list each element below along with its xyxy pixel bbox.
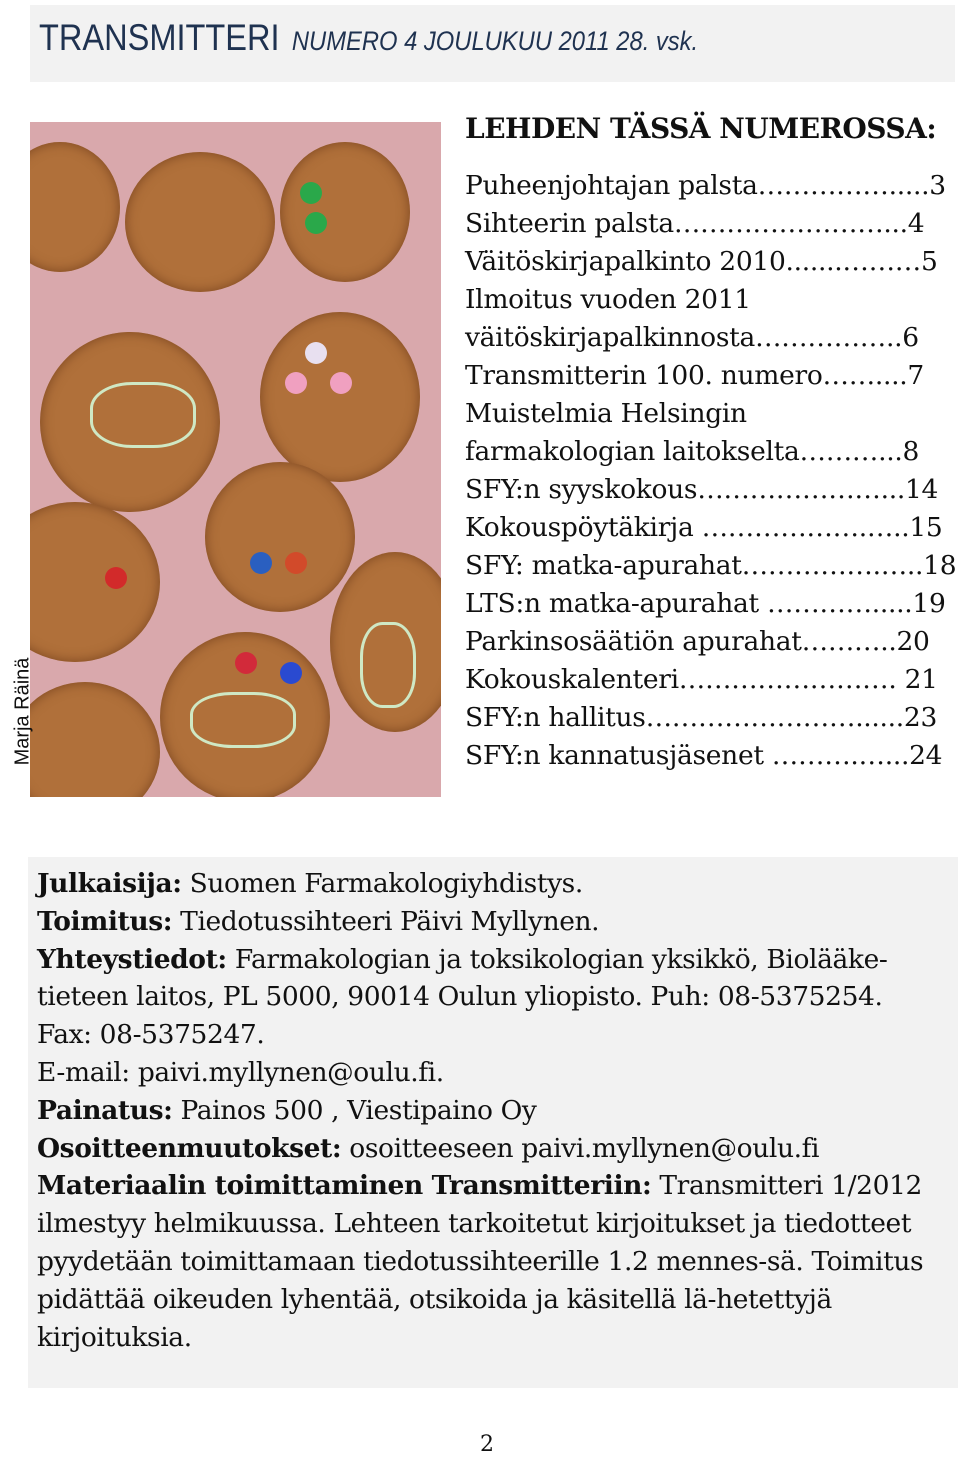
publication-name: TRANSMITTERI <box>39 17 280 58</box>
material: Transmitteri 1/2012 ilmestyy helmikuussa. Lehteen tarkoitetut kirjoitukset ja tiedotteet pyydetään toimittamaan tiedotussihteerille 1.2 mennes-sä. Toimitus pidättää oikeuden lyhentää, otsikoida ja käsitellä lä-hetettyjä kirjoituksia. <box>37 1170 924 1353</box>
print-label: Painatus: <box>37 1094 173 1126</box>
toc-item: farmakologian laitokselta………...8 <box>465 436 920 467</box>
toc-item: Transmitterin 100. numero……....7 <box>465 360 924 391</box>
colophon <box>28 857 958 1388</box>
table-of-contents <box>465 112 955 775</box>
toc-item: väitöskirjapalkinnosta……………..6 <box>465 322 919 353</box>
toc-heading: LEHDEN TÄSSÄ NUMEROSSA: <box>465 112 937 145</box>
masthead-title <box>39 17 698 59</box>
toc-item: Puheenjohtajan palsta…………….....3 <box>465 170 946 201</box>
toc-item: SFY: matka-apurahat…………….…..18 <box>465 550 957 581</box>
issue-info: NUMERO 4 JOULUKUU 2011 28. vsk. <box>291 26 699 56</box>
editor: Tiedotussihteeri Päivi Myllynen. <box>172 905 600 937</box>
page-number: 2 <box>480 1432 494 1457</box>
address-label: Osoitteenmuutokset: <box>37 1132 342 1164</box>
contact: Farmakologian ja toksikologian yksikkö, Biolääke-tieteen laitos, PL 5000, 90014 Oulun yliopisto. Puh: 08-5375254. Fax: 08-5375247. <box>37 943 888 1051</box>
material-label: Materiaalin toimittaminen Transmitteriin: <box>37 1170 652 1202</box>
print: Painos 500 , Viestipaino Oy <box>172 1094 537 1126</box>
photo-credit: Marja Räinä <box>11 657 34 766</box>
toc-item: Parkinsosäätiön apurahat………..20 <box>465 626 930 657</box>
toc-item: Ilmoitus vuoden 2011 <box>465 284 751 315</box>
publisher: Suomen Farmakologiyhdistys. <box>181 868 583 899</box>
toc-item: Kokouspöytäkirja ……………….…..15 <box>465 512 943 543</box>
toc-item: Muistelmia Helsingin <box>465 398 747 429</box>
publisher-label: Julkaisija: <box>37 868 182 899</box>
toc-item: SFY:n syyskokous…………………...14 <box>465 474 939 505</box>
toc-item: SFY:n kannatusjäsenet ……….…...24 <box>465 740 943 771</box>
contact-label: Yhteystiedot: <box>37 943 227 975</box>
toc-item: LTS:n matka-apurahat ………….....19 <box>465 588 946 619</box>
editor-label: Toimitus: <box>37 905 173 937</box>
toc-item: SFY:n hallitus……………………......23 <box>465 702 938 733</box>
toc-item: Väitöskirjapalkinto 2010.......………5 <box>465 246 938 277</box>
toc-item: Kokouskalenteri……………………. 21 <box>465 664 938 695</box>
masthead <box>30 5 955 82</box>
toc-item: Sihteerin palsta……………………...4 <box>465 208 925 239</box>
cover-photo-gingerbread-cookies <box>30 122 441 797</box>
address-change: osoitteeseen paivi.myllynen@oulu.fi <box>341 1132 820 1164</box>
email: E-mail: paivi.myllynen@oulu.fi. <box>37 1056 444 1088</box>
